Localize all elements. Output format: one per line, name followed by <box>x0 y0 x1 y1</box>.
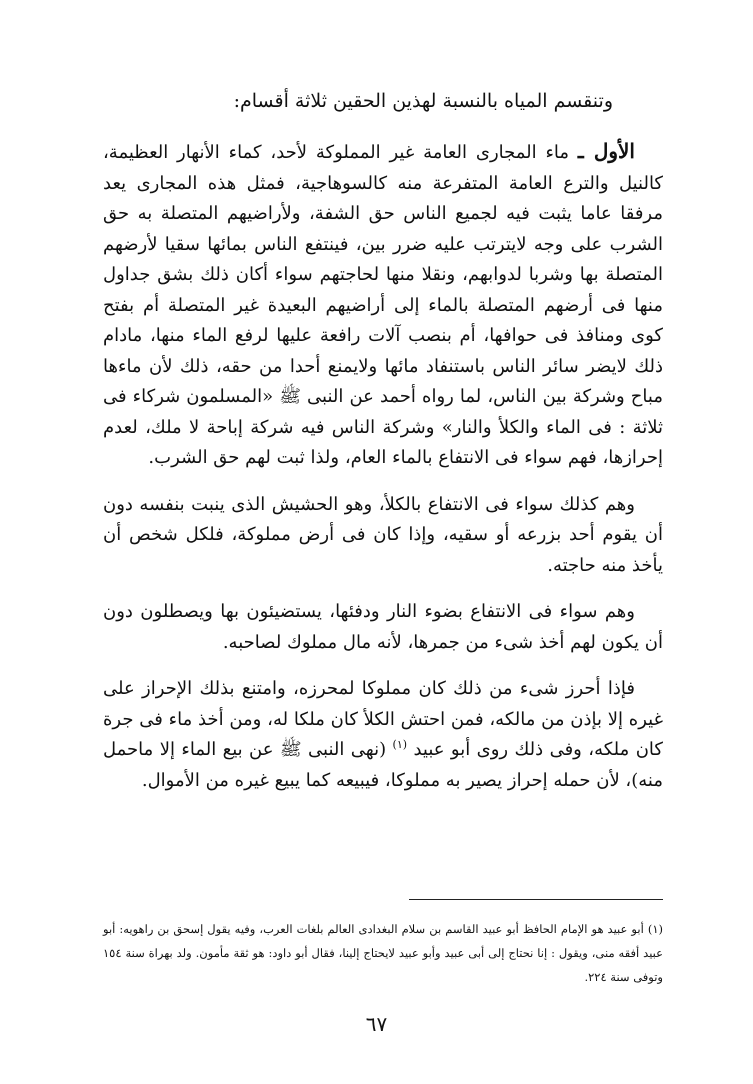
paragraph-text: (نهى النبى ﷺ عن بيع الماء إلا ماحمل منه)، لأن حمله إحراز يصير به مملوكا، فيبيعه كما يبيع غيره من الأموال. <box>103 739 663 791</box>
paragraph-text: ماء المجارى العامة غير المملوكة لأحد، كماء الأنهار العظيمة، كالنيل والترع العامة المتفرعة منه كالسوهاجية، فمثل هذه المجارى يعد مرفقا عاما يثبت فيه لجميع الناس حق الشفة، ولأراضيهم المتصلة به حق الشرب على وجه لايترتب عليه ضرر بين، فينتفع الناس بمائها سقيا لأرضهم المتصلة بها وشربا لدوابهم، ونقلا منها لحاجتهم سواء أكان ذلك بشق جداول منها فى أرضهم المتصلة بالماء إلى أراضيهم البعيدة غير المتصلة أم بفتح كوى ومنافذ فى حوافها، أم بنصب آلات رافعة عليها لرفع الماء منها، مادام ذلك لايضر سائر الناس باستنفاد مائها ولايمنع أحدا من حقه، ذلك لأن ماءها مباح وشركة بين الناس، لما رواه أحمد عن النبى ﷺ «المسلمون شركاء فى ثلاثة : فى الماء والكلأ والنار» وشركة الناس فيه شركة إباحة لا ملك، لعدم إحرازها، فهم سواء فى الانتفاع بالماء العام، ولذا ثبت لهم حق الشرب. <box>103 142 663 468</box>
footnote-reference: (١) <box>392 738 408 751</box>
paragraph-4 <box>103 674 663 796</box>
main-text <box>103 86 663 812</box>
paragraph-text: فإذا أحرز شىء من ذلك كان مملوكا لمحرزه، وامتنع بذلك الإحراز على غيره إلا بإذن من مالكه، فمن احتش الكلأ كان ملكا له، ومن أخذ ماء فى جرة كان ملكه، وفى ذلك روى أبو عبيد <box>103 678 663 760</box>
section-heading: وتنقسم المياه بالنسبة لهذين الحقين ثلاثة أقسام: <box>233 90 613 112</box>
paragraph-2: وهم كذلك سواء فى الانتفاع بالكلأ، وهو الحشيش الذى ينبت بنفسه دون أن يقوم أحد بزرعه أو سقيه، وإذا كان فى أرض مملوكة، فلكل شخص أن يأخذ منه حاجته. <box>103 493 663 576</box>
paragraph-lead: الأول ـ <box>577 139 635 163</box>
page-number: ٦٧ <box>365 1012 388 1036</box>
footnote: (١) أبو عبيد هو الإمام الحافظ أبو عبيد القاسم بن سلام البغدادى العالم بلغات العرب، وفيه يقول إسحق بن راهويه: أبو عبيد أفقه منى، ويقول : إنا نحتاج إلى أبى عبيد وأبو عبيد لايحتاج إلينا، فقال أبو داود: هو ثقة مأمون. ولد بهراة سنة ١٥٤ وتوفى سنة ٢٢٤. <box>103 921 663 984</box>
paragraph-1 <box>103 136 663 474</box>
paragraph-3: وهم سواء فى الانتفاع بضوء النار ودفئها، يستضيئون بها ويصطلون دون أن يكون لهم أخذ شىء من جمرها، لأنه مال مملوك لصاحبه. <box>103 601 663 653</box>
footnote-divider <box>409 899 663 900</box>
